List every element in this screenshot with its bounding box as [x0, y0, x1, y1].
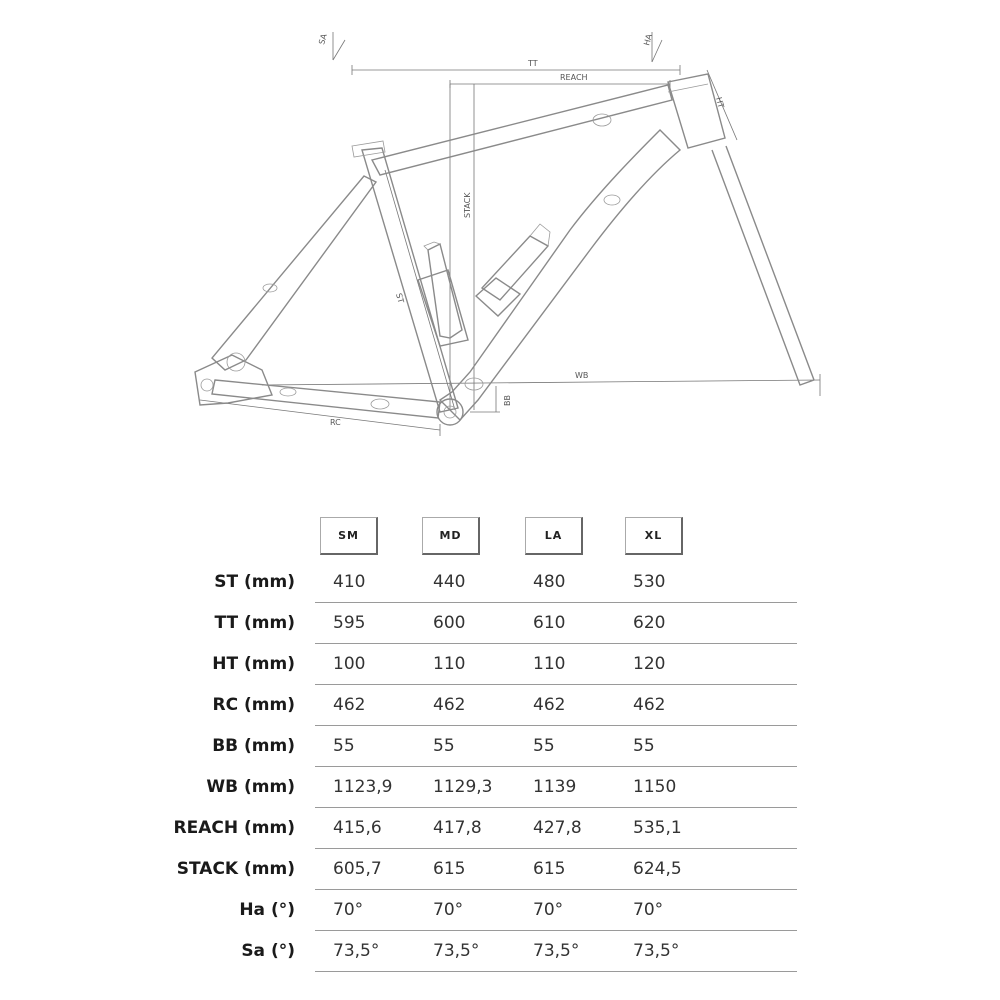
row-label: BB (mm) [212, 736, 295, 756]
value-la: 427,8 [533, 818, 582, 838]
value-sm: 415,6 [333, 818, 382, 838]
table-row-stack [0, 849, 1000, 890]
row-label: RC (mm) [212, 695, 295, 715]
value-xl: 462 [633, 695, 666, 715]
value-md: 462 [433, 695, 466, 715]
value-md: 55 [433, 736, 455, 756]
row-label: TT (mm) [214, 613, 295, 633]
value-md: 70° [433, 900, 464, 920]
size-header-xl: XL [625, 517, 683, 555]
value-la: 610 [533, 613, 566, 633]
table-row-bb [0, 726, 1000, 767]
value-sm: 462 [333, 695, 366, 715]
value-xl: 1150 [633, 777, 677, 797]
label-tt: TT [528, 59, 538, 68]
value-sm: 100 [333, 654, 366, 674]
value-la: 110 [533, 654, 566, 674]
value-xl: 120 [633, 654, 666, 674]
value-la: 480 [533, 572, 566, 592]
value-sm: 595 [333, 613, 366, 633]
value-xl: 530 [633, 572, 666, 592]
value-md: 417,8 [433, 818, 482, 838]
value-xl: 624,5 [633, 859, 682, 879]
size-header-la: LA [525, 517, 583, 555]
value-la: 73,5° [533, 941, 580, 961]
value-sm: 605,7 [333, 859, 382, 879]
value-la: 462 [533, 695, 566, 715]
value-xl: 620 [633, 613, 666, 633]
value-la: 55 [533, 736, 555, 756]
row-label: Ha (°) [239, 900, 295, 920]
label-stack: STACK [463, 192, 472, 218]
row-label: HT (mm) [212, 654, 295, 674]
row-label: WB (mm) [206, 777, 295, 797]
value-md: 1129,3 [433, 777, 493, 797]
value-sm: 55 [333, 736, 355, 756]
value-sm: 73,5° [333, 941, 380, 961]
value-md: 600 [433, 613, 466, 633]
label-rc: RC [330, 418, 341, 427]
value-la: 1139 [533, 777, 577, 797]
value-sm: 70° [333, 900, 364, 920]
table-row-st [0, 562, 1000, 603]
label-ht: HT [714, 96, 726, 110]
value-xl: 55 [633, 736, 655, 756]
table-row-reach [0, 808, 1000, 849]
table-row-wb [0, 767, 1000, 808]
value-md: 110 [433, 654, 466, 674]
label-st: ST [394, 292, 406, 305]
table-row-rc [0, 685, 1000, 726]
table-row-sa [0, 931, 1000, 972]
label-reach: REACH [560, 73, 588, 82]
size-header-sm: SM [320, 517, 378, 555]
row-divider [315, 971, 797, 972]
value-xl: 70° [633, 900, 664, 920]
value-md: 615 [433, 859, 466, 879]
table-row-ha [0, 890, 1000, 931]
label-ha: HA [642, 33, 654, 47]
label-wb: WB [575, 371, 589, 380]
value-la: 70° [533, 900, 564, 920]
value-md: 440 [433, 572, 466, 592]
row-label: STACK (mm) [176, 859, 295, 879]
label-sa: SA [317, 32, 329, 46]
value-sm: 410 [333, 572, 366, 592]
value-sm: 1123,9 [333, 777, 393, 797]
value-xl: 73,5° [633, 941, 680, 961]
value-la: 615 [533, 859, 566, 879]
row-label: Sa (°) [241, 941, 295, 961]
size-header-md: MD [422, 517, 480, 555]
table-row-tt [0, 603, 1000, 644]
row-label: ST (mm) [214, 572, 295, 592]
table-row-ht [0, 644, 1000, 685]
value-xl: 535,1 [633, 818, 682, 838]
value-md: 73,5° [433, 941, 480, 961]
row-label: REACH (mm) [173, 818, 295, 838]
label-bb: BB [503, 395, 512, 406]
